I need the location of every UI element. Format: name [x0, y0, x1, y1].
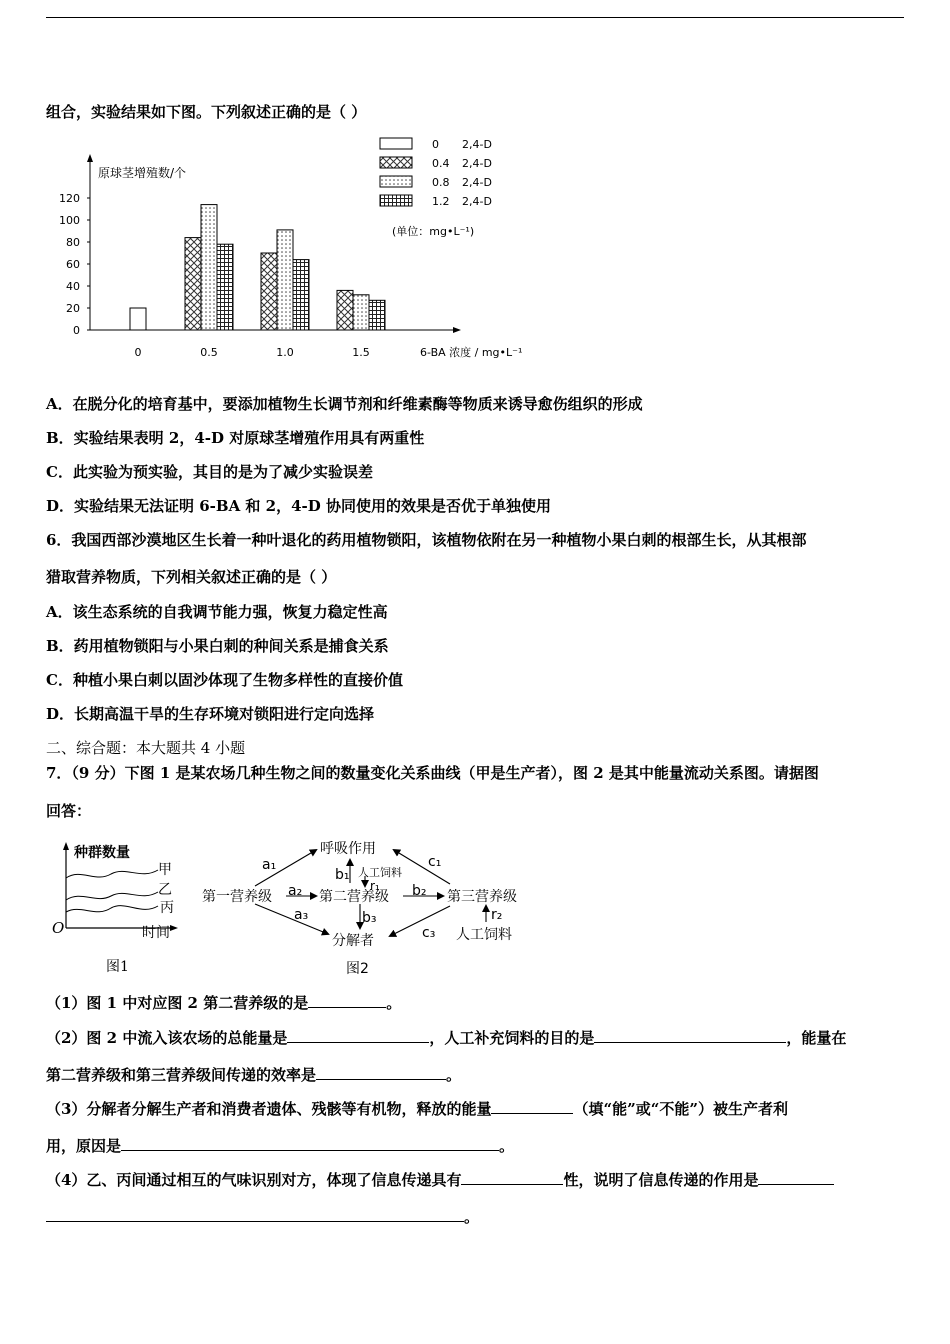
section-heading: 二、综合题：本大题共 4 小题	[46, 739, 246, 757]
q7-stem-line2: 回答：	[46, 802, 92, 820]
fig1-x-label: 时间	[142, 925, 170, 941]
fig1-y-label: 种群数量	[74, 845, 130, 861]
y-tick-label: 20	[66, 302, 80, 315]
q5-option-a: A．在脱分化的培育基中，要添加植物生长调节剂和纤维素酶等物质来诱导愈伤组织的形成	[46, 395, 643, 413]
q7-part4-line2: 。	[46, 1207, 479, 1227]
node-decomposer: 分解者	[332, 933, 374, 949]
curve-jia	[66, 870, 158, 878]
q6-option-d: D．长期高温干旱的生存环境对锁阳进行定向选择	[46, 705, 375, 723]
label-a2: a₂	[288, 883, 303, 899]
q7-part4-line1: （4）乙、丙间通过相互的气味识别对方，体现了信息传递具有 性，说明了信息传递的作用是	[46, 1170, 834, 1190]
label-c1: c₁	[428, 854, 442, 870]
question-intro: 组合，实验结果如下图。下列叙述正确的是（ ）	[46, 103, 367, 121]
bar	[217, 244, 233, 330]
curve-label-jia: 甲	[158, 862, 172, 878]
label-b2: b₂	[412, 883, 427, 899]
answer-blank-2[interactable]	[287, 1028, 429, 1043]
bar	[337, 290, 353, 330]
curve-bing	[66, 906, 158, 912]
q5-option-b: B．实验结果表明 2，4-D 对原球茎增殖作用具有两重性	[46, 429, 425, 447]
legend-value: 0.4	[432, 157, 450, 170]
node-first-level: 第一营养级	[202, 889, 272, 905]
q6-option-a: A．该生态系统的自我调节能力强，恢复力稳定性高	[46, 603, 388, 621]
node-respiration: 呼吸作用	[320, 841, 376, 857]
bar-chart	[40, 130, 560, 370]
q7-stem-line1: 7．（9 分）下图 1 是某农场几种生物之间的数量变化关系曲线（甲是生产者），图 2 是其中能量流动关系图。请据图	[46, 764, 819, 782]
y-tick-label: 100	[59, 214, 80, 227]
bar	[261, 253, 277, 330]
x-axis-arrow	[453, 327, 461, 333]
q6-option-c: C．种植小果白刺以固沙体现了生物多样性的直接价值	[46, 671, 403, 689]
y-axis-label: 原球茎增殖数/个	[98, 166, 187, 180]
q7-part2-line2: 第二营养级和第三营养级间传递的效率是 。	[46, 1066, 462, 1084]
y-tick-label: 40	[66, 280, 80, 293]
bar	[353, 295, 369, 330]
label-c3: c₃	[422, 925, 436, 941]
q5-option-d: D．实验结果无法证明 6-BA 和 2，4-D 协同使用的效果是否优于单独使用	[46, 497, 551, 515]
answer-blank-3[interactable]	[594, 1028, 786, 1043]
legend-unit: 2,4-D	[462, 138, 492, 151]
bar	[201, 205, 217, 330]
q7-part3-line1: （3）分解者分解生产者和消费者遗体、残骸等有机物，释放的能量 （填“能”或“不能”）被生产者利	[46, 1100, 788, 1118]
answer-blank-8[interactable]	[758, 1170, 834, 1185]
curve-yi	[66, 892, 158, 900]
x-axis-label: 6-BA 浓度 / mg•L⁻¹	[420, 346, 523, 359]
legend-unit: 2,4-D	[462, 176, 492, 189]
x-tick-label: 1.5	[352, 346, 370, 359]
label-b1: b₁	[335, 867, 350, 883]
figure-2-energy-flow	[200, 836, 530, 978]
figure-1-population-curves	[46, 838, 196, 978]
y-tick-label: 0	[73, 324, 80, 337]
legend-value: 0	[432, 138, 439, 151]
legend-swatch	[380, 176, 412, 187]
label-r2: r₂	[491, 907, 503, 923]
legend-unit: 2,4-D	[462, 157, 492, 170]
q5-option-c: C．此实验为预实验，其目的是为了减少实验误差	[46, 463, 373, 481]
curve-label-yi: 乙	[158, 882, 172, 898]
answer-blank-8-continued[interactable]	[46, 1207, 464, 1222]
node-feed-2: 人工饲料	[456, 927, 512, 943]
curve-label-bing: 丙	[160, 900, 174, 916]
legend-unit: 2,4-D	[462, 195, 492, 208]
answer-blank-6[interactable]	[121, 1136, 499, 1151]
node-third-level: 第三营养级	[447, 889, 517, 905]
answer-blank-1[interactable]	[308, 993, 386, 1008]
legend-swatch	[380, 138, 412, 149]
answer-blank-7[interactable]	[461, 1170, 563, 1185]
label-b3: b₃	[362, 910, 377, 926]
fig1-caption: 图1	[106, 959, 129, 975]
y-tick-label: 120	[59, 192, 80, 205]
q6-option-b: B．药用植物锁阳与小果白刺的种间关系是捕食关系	[46, 637, 389, 655]
bar	[369, 300, 385, 330]
fig1-origin: O	[52, 919, 65, 937]
x-tick-label: 1.0	[276, 346, 294, 359]
bar	[185, 238, 201, 330]
y-tick-label: 60	[66, 258, 80, 271]
legend-swatch	[380, 195, 412, 206]
q7-part2-line1: （2）图 2 中流入该农场的总能量是 ，人工补充饲料的目的是 ，能量在	[46, 1029, 847, 1047]
q6-stem-line1: 6．我国西部沙漠地区生长着一种叶退化的药用植物锁阳，该植物依附在另一种植物小果白刺的根部生长，从其根部	[46, 531, 807, 549]
q6-stem-line2: 猎取营养物质，下列相关叙述正确的是（ ）	[46, 568, 337, 586]
x-tick-label: 0	[134, 346, 142, 359]
legend-swatch	[380, 157, 412, 168]
bar	[293, 260, 309, 330]
x-tick-label: 0.5	[200, 346, 218, 359]
answer-blank-5[interactable]	[491, 1099, 573, 1114]
answer-blank-4[interactable]	[316, 1065, 446, 1080]
bar	[277, 230, 293, 330]
label-a3: a₃	[294, 907, 309, 923]
y-tick-label: 80	[66, 236, 80, 249]
q7-part3-line2: 用，原因是 。	[46, 1137, 515, 1155]
node-feed-1: 人工饲料	[358, 866, 402, 879]
legend-unit-note: (单位：mg•L⁻¹)	[392, 225, 475, 238]
label-r1: r₁	[370, 879, 380, 893]
q7-part1: （1）图 1 中对应图 2 第二营养级的是 。	[46, 994, 402, 1012]
fig2-caption: 图2	[346, 961, 369, 977]
legend-value: 0.8	[432, 176, 450, 189]
bar	[130, 308, 146, 330]
legend-value: 1.2	[432, 195, 450, 208]
header-rule	[46, 17, 904, 18]
node-second-level: 第二营养级	[319, 889, 389, 905]
label-a1: a₁	[262, 857, 277, 873]
y-axis-arrow	[87, 154, 93, 162]
